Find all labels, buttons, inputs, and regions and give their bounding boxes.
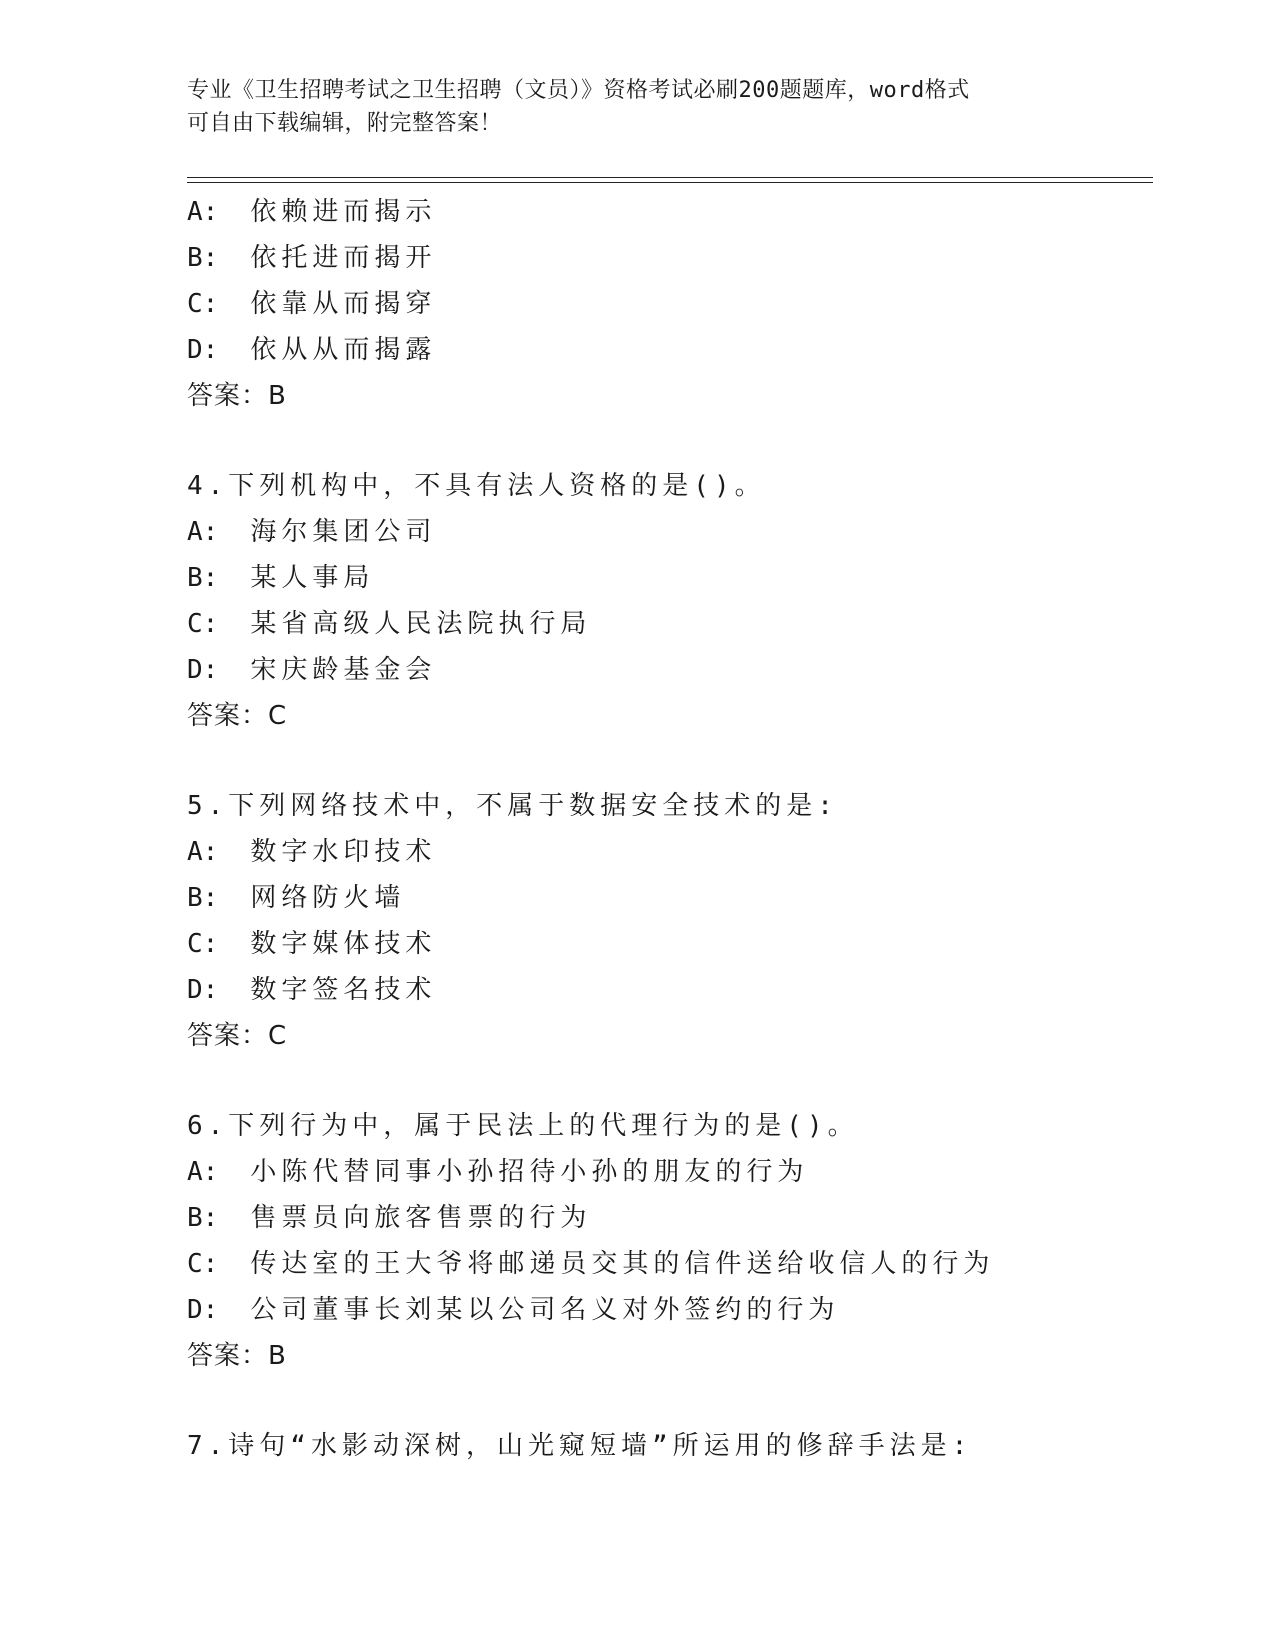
option-c	[187, 1241, 1153, 1287]
option-text: 数字水印技术	[250, 837, 437, 867]
option-d	[187, 967, 1153, 1013]
option-label: B:	[187, 243, 219, 273]
option-text: 依从从而揭露	[250, 335, 437, 365]
option-label: A:	[187, 837, 219, 867]
option-label: C:	[187, 1249, 219, 1279]
header-title-line-2: 可自由下载编辑，附完整答案！	[187, 111, 503, 136]
option-d	[187, 647, 1153, 693]
option-label: B:	[187, 563, 219, 593]
header-title-line-1: 专业《卫生招聘考试之卫生招聘（文员）》资格考试必刷200题题库，word格式	[187, 78, 970, 103]
option-a	[187, 1149, 1153, 1195]
question-7	[187, 1423, 1153, 1469]
question-6	[187, 1103, 1153, 1379]
answer-line: 答案：B	[187, 381, 287, 411]
question-stem: 4.下列机构中，不具有法人资格的是()。	[187, 471, 766, 501]
option-b	[187, 875, 1153, 921]
question-stem: 7.诗句“水影动深树，山光窥短墙”所运用的修辞手法是:	[187, 1431, 973, 1461]
question-stem: 6.下列行为中，属于民法上的代理行为的是()。	[187, 1111, 859, 1141]
option-label: B:	[187, 883, 219, 913]
question-list	[187, 189, 1153, 1469]
option-text: 数字签名技术	[250, 975, 437, 1005]
option-text: 某人事局	[250, 563, 375, 593]
answer-line: 答案：B	[187, 1341, 287, 1371]
option-c	[187, 281, 1153, 327]
option-a	[187, 189, 1153, 235]
option-text: 小陈代替同事小孙招待小孙的朋友的行为	[250, 1157, 809, 1187]
question-5	[187, 783, 1153, 1059]
option-text: 传达室的王大爷将邮递员交其的信件送给收信人的行为	[250, 1249, 995, 1279]
option-text: 网络防火墙	[250, 883, 406, 913]
option-text: 依托进而揭开	[250, 243, 437, 273]
question-4	[187, 463, 1153, 739]
option-text: 某省高级人民法院执行局	[250, 609, 592, 639]
option-label: D:	[187, 975, 219, 1005]
document-header	[187, 74, 1067, 140]
option-a	[187, 509, 1153, 555]
option-d	[187, 1287, 1153, 1333]
option-text: 宋庆龄基金会	[250, 655, 437, 685]
option-a	[187, 829, 1153, 875]
option-b	[187, 555, 1153, 601]
option-label: A:	[187, 517, 219, 547]
question-3	[187, 189, 1153, 419]
option-label: C:	[187, 929, 219, 959]
option-label: A:	[187, 1157, 219, 1187]
header-divider-bottom	[187, 182, 1153, 183]
answer-line: 答案：C	[187, 1021, 288, 1051]
option-c	[187, 601, 1153, 647]
option-label: D:	[187, 1295, 219, 1325]
option-text: 依靠从而揭穿	[250, 289, 437, 319]
option-label: C:	[187, 609, 219, 639]
header-divider-top	[187, 177, 1153, 178]
option-text: 海尔集团公司	[250, 517, 437, 547]
option-text: 售票员向旅客售票的行为	[250, 1203, 592, 1233]
option-label: D:	[187, 335, 219, 365]
question-stem: 5.下列网络技术中，不属于数据安全技术的是:	[187, 791, 838, 821]
option-b	[187, 235, 1153, 281]
option-text: 依赖进而揭示	[250, 197, 437, 227]
option-text: 公司董事长刘某以公司名义对外签约的行为	[250, 1295, 840, 1325]
option-label: D:	[187, 655, 219, 685]
option-text: 数字媒体技术	[250, 929, 437, 959]
option-d	[187, 327, 1153, 373]
option-b	[187, 1195, 1153, 1241]
option-c	[187, 921, 1153, 967]
option-label: A:	[187, 197, 219, 227]
answer-line: 答案：C	[187, 701, 288, 731]
option-label: C:	[187, 289, 219, 319]
option-label: B:	[187, 1203, 219, 1233]
